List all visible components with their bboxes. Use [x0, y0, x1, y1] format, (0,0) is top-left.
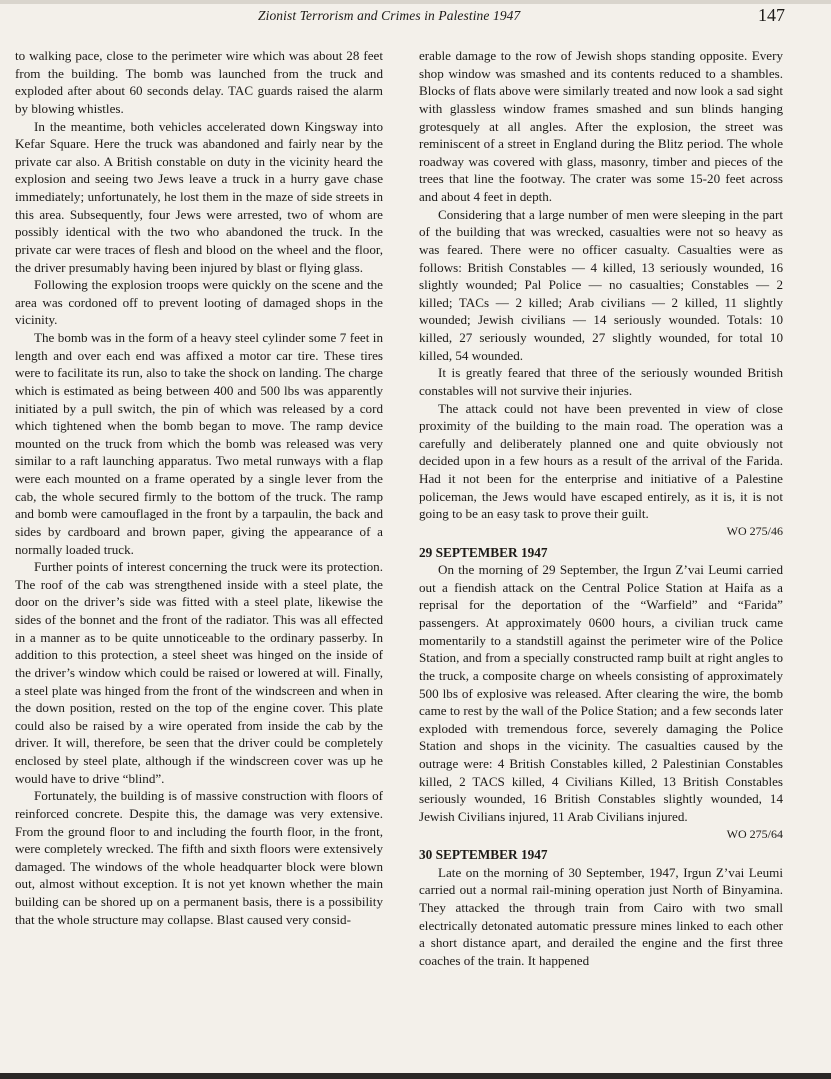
- paragraph: Further points of interest concerning the truck were its protection. The roof of the cab was strengthened inside with a steel plate, the door on the driver’s side was fitted with a steel plate, likewise the sides of the bonnet and the front of the radiator. This was all effected in a manner as to be quite unnoticeable to the ordinary passerby. In addition to this protection, a steel sheet was hinged on the inside of the driver’s window which could be raised or lowered at will. Finally, a steel plate was hinged from the front of the windscreen and when in the down position, rested on the top of the engine cover. This plate could also be raised by a wire operated from inside the cab by the driver. It will, therefore, be seen that the driver could be completely enclosed by steel plate, although if the windscreen cover was up he would have to drive “blind”.: [15, 559, 383, 786]
- paragraph: It is greatly feared that three of the seriously wounded British constables will not survive their injuries.: [419, 365, 783, 398]
- page-header: [0, 6, 831, 30]
- right-column: [419, 47, 783, 970]
- source-reference: WO 275/64: [726, 826, 783, 841]
- paragraph: Considering that a large number of men were sleeping in the part of the building that was wrecked, casualties were not so heavy as was feared. There were no officer casualty. Casualties were as follows: British Constables — 4 killed, 13 seriously wounded, 16 slightly wounded; Pal Police — no casualties; Constables — 2 killed; TACs — 2 killed; Arab civilians — 2 killed, 11 slightly wounded; Jewish civilians — 14 seriously wounded. Totals: 10 killed, 27 seriously wounded, 27 slightly wounded, for total 10 killed, 54 wounded.: [419, 206, 783, 363]
- paragraph: The attack could not have been prevented in view of close proximity of the building to the main road. The operation was a carefully and deliberately planned one and quite obviously not decided upon in a few hours as a result of the arrival of the Farida. Had it not been for the enterprise and initiative of a Palestine policeman, the Jews would have escaped entirely, as it is, it is not going to be an easy task to prove their guilt.: [419, 400, 783, 522]
- paragraph: erable damage to the row of Jewish shops standing opposite. Every shop window was smashed and its contents reduced to a shambles. Blocks of flats above were similarly treated and now look a sad sight with glassless window frames smashed and sun blinds hanging grotesquely at all angles. After the explosion, the street was reminiscent of a street in England during the Blitz period. The whole roadway was covered with glass, masonry, timber and pieces of the trees that line the footway. The crater was some 15-20 feet across and about 4 feet in depth.: [419, 48, 783, 204]
- source-reference: WO 275/46: [726, 523, 783, 538]
- bottom-edge: [0, 1073, 831, 1079]
- running-title: Zionist Terrorism and Crimes in Palestine 1947: [258, 8, 521, 23]
- paragraph: In the meantime, both vehicles accelerated down Kingsway into Kefar Square. Here the truck was abandoned and fairly near by the private car also. A British constable on duty in the vicinity heard the explosion and seeing two Jews leave a truck in a hurry gave chase immediately; unfortunately, he lost them in the maze of side streets in this area. Subsequently, four Jews were arrested, two of whom are possibly identical with the two who abandoned the truck. In the private car were traces of flesh and blood on the wheel and the floor, the driver presumably having been injured by blast or flying glass.: [15, 118, 383, 275]
- paragraph: to walking pace, close to the perimeter wire which was about 28 feet from the building. The bomb was launched from the truck and exploded after about 60 seconds delay. TAC guards raised the alarm by blowing whistles.: [15, 48, 383, 116]
- paragraph: On the morning of 29 September, the Irgun Z’vai Leumi carried out a fiendish attack on the Central Police Station at Haifa as a reprisal for the deportation of the “Warfield” and “Farida” passengers. At approximately 0600 hours, a civilian truck came momentarily to a standstill against the perimeter wire of the Police Station, and from a specially constructed ramp built at right angles to the truck, a composite charge on wheels consisting of approximately 500 lbs of explosive was released. After clearing the wire, the bomb came to rest by the wall of the Police Station; and a few seconds later exploded with tremendous force, severely damaging the Police Station and shops in the vicinity. The casualties caused by the outrage were: 4 British Constables killed, 2 Palestinian Constables killed, 2 TACS killed, 4 Civilians Killed, 13 British Constables seriously wounded, 16 British Constables slightly wounded, 14 Jewish Civilians injured, 11 Arab Civilians injured.: [419, 562, 783, 824]
- section-heading: 30 SEPTEMBER 1947: [419, 847, 548, 863]
- top-edge: [0, 0, 831, 4]
- paragraph: Following the explosion troops were quickly on the scene and the area was cordoned off to prevent looting of damaged shops in the vicinity.: [15, 277, 383, 328]
- left-column: [15, 47, 383, 928]
- paragraph: The bomb was in the form of a heavy steel cylinder some 7 feet in length and over each end was affixed a motor car tire. These tires were to facilitate its run, also to take the shock on landing. The charge which is estimated as being between 400 and 500 lbs was apparently initiated by a pull switch, the pin of which was released by a cord which tightened when the bomb began to move. The ramp device mounted on the truck from which the bomb was released was very similar to a raft launching apparatus. Two metal runways with a flap were each mounted on a frame operated by a single lever from the cab, the whole secured firmly to the bottom of the truck. The ramp and bomb were camouflaged in the front by a tarpaulin, the back and sides by cardboard and brown paper, giving the appearance of a normally loaded truck.: [15, 330, 383, 557]
- paragraph: Fortunately, the building is of massive construction with floors of reinforced concrete. Despite this, the damage was very extensive. From the ground floor to and including the fourth floor, in the front, were completely wrecked. The fifth and sixth floors were extensively damaged. The windows of the whole headquarter block were blown out, almost without exception. It is not yet known whether the main building can be shored up on a permanent basis, there is a possibility that the whole structure may collapse. Blast caused very consid-: [15, 788, 383, 927]
- section-heading: 29 SEPTEMBER 1947: [419, 544, 548, 560]
- paragraph: Late on the morning of 30 September, 1947, Irgun Z’vai Leumi carried out a normal rail-mining operation just North of Binyamina. They attacked the through train from Cairo with two small electrically detonated automatic pressure mines linked to each other a short distance apart, and derailed the engine and the first three coaches of the train. It happened: [419, 864, 783, 968]
- page-number: 147: [758, 5, 785, 25]
